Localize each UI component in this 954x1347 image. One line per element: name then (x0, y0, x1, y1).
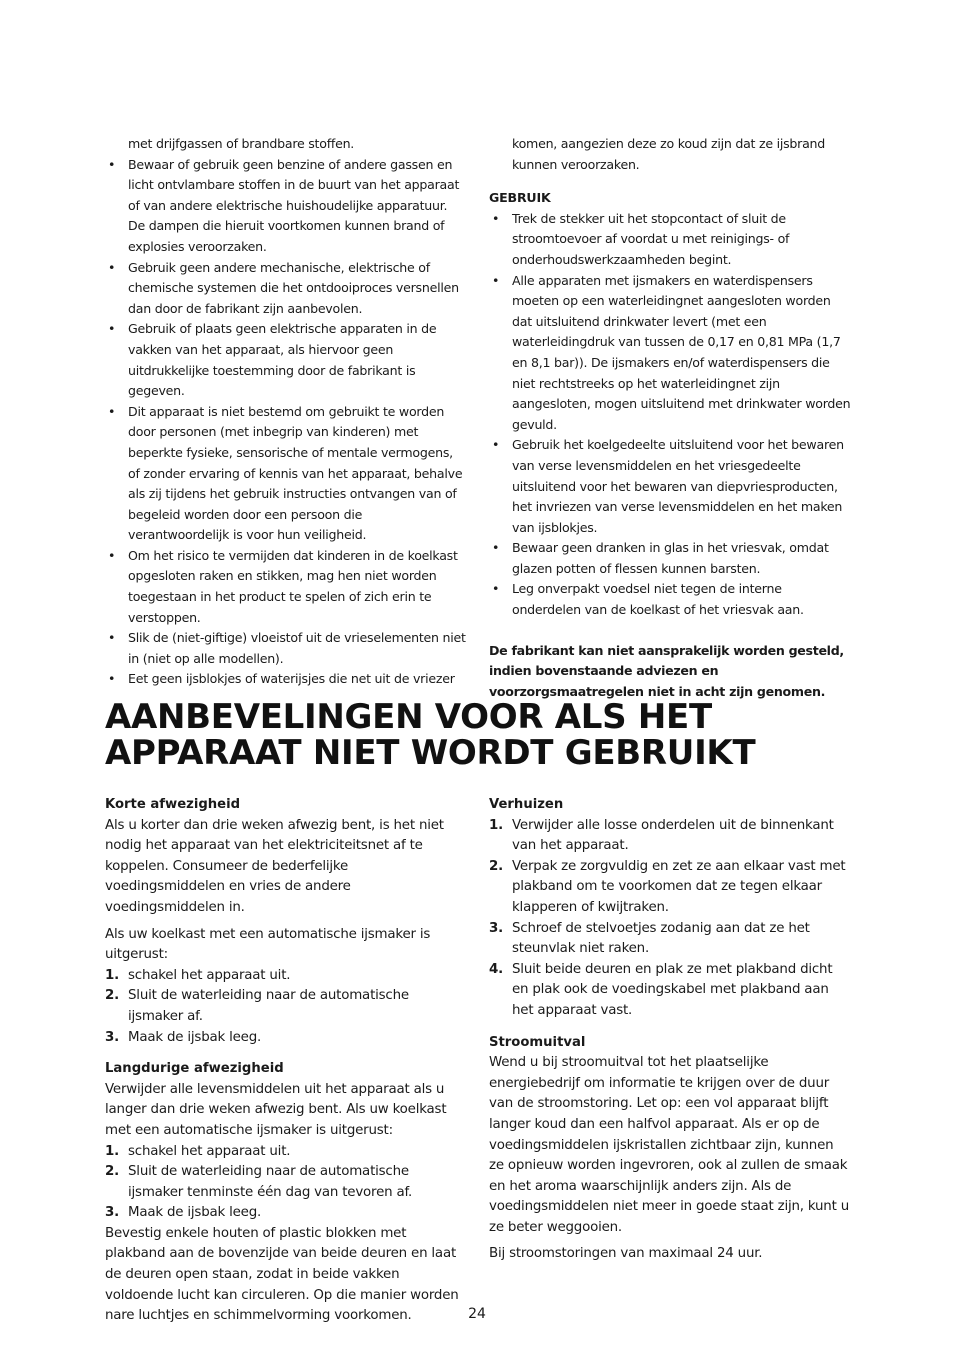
list-item (105, 1028, 467, 1049)
step-number: 2. (105, 988, 120, 1004)
safety-column-left (105, 134, 467, 690)
list-item: • Gebruik het koelgedeelte uitsluitend voor het bewaren van verse levensmiddelen en het vriesgedeelte uitsluitend voor het bewaren van diepvriesproducten, het invriezen van verse levensmiddelen en het maken van ijsblokjes. (489, 435, 851, 538)
section-heading-gebruik: GEBRUIK (489, 190, 551, 206)
list-item: • Slik de (niet-giftige) vloeistof uit de vrieselementen niet in (niet op alle modellen). (105, 628, 467, 669)
heading-short-absence: Korte afwezigheid (105, 797, 241, 812)
step-text: Maak de ijsbak leeg. (128, 1029, 262, 1045)
step-text: Sluit beide deuren en plak ze met plakband dicht en plak ook de voedingskabel met plakband aan het apparaat vast. (512, 961, 833, 1018)
list-item (105, 1203, 467, 1224)
page-number: 24 (468, 1306, 486, 1322)
step-text: Sluit de waterleiding naar de automatische ijsmaker af. (128, 988, 409, 1024)
paragraph: Bevestig enkele houten of plastic blokken met plakband aan de bovenzijde van beide deuren en laat de deuren open staan, zodat in beide vakken voldoende lucht kan circuleren. Op die manier worden nare luchtjes en schimmelvorming voorkomen. (105, 1225, 459, 1324)
list-item: • Gebruik geen andere mechanische, elektrische of chemische systemen die het ontdooiproces versnellen dan door de fabrikant zijn aanbevolen. (105, 258, 467, 320)
step-text: Sluit de waterleiding naar de automatische ijsmaker tenminste één dag van tevoren af. (128, 1164, 413, 1200)
list-item (105, 986, 467, 1027)
paragraph: Als u korter dan drie weken afwezig bent, is het niet nodig het apparaat van het elektriciteitsnet af te koppelen. Consumeer de bederfelijke voedingsmiddelen en vries de andere voedingsmiddelen in. (105, 817, 444, 915)
list-item (489, 857, 851, 919)
list-item: • Bewaar geen dranken in glas in het vriesvak, omdat glazen potten of flessen kunnen barsten. (489, 538, 851, 579)
heading-moving: Verhuizen (489, 797, 564, 812)
numbered-list (105, 1142, 467, 1224)
usage-bullet-list (489, 209, 851, 621)
step-number: 1. (489, 817, 504, 833)
step-number: 1. (105, 1143, 120, 1159)
heading-long-absence: Langdurige afwezigheid (105, 1061, 284, 1077)
recommendations-column-right (489, 795, 851, 1265)
step-text: Verwijder alle losse onderdelen uit de binnenkant van het apparaat. (512, 817, 834, 854)
step-number: 1. (105, 967, 120, 983)
list-item: • Alle apparaten met ijsmakers en waterdispensers moeten op een waterleidingnet aangesloten worden dat uitsluitend drinkwater levert (met een waterleidingdruk van tussen de 0,17 en 0,81 MPa (1,7 en 8,1 bar)). De ijsmakers en/of waterdispensers die niet rechtstreeks op het waterleidingnet zijn aangesloten, mogen uitsluitend met drinkwater worden gevuld. (489, 271, 851, 436)
list-item (489, 816, 851, 857)
list-item: • Gebruik of plaats geen elektrische apparaten in de vakken van het apparaat, als hiervoor geen uitdrukkelijke toestemming door de fabrikant is gegeven. (105, 319, 467, 401)
step-number: 3. (489, 920, 504, 936)
continued-text: met drijfgassen of brandbare stoffen. (128, 136, 355, 151)
safety-column-right (489, 134, 851, 702)
step-number: 2. (489, 858, 504, 874)
list-item: • Dit apparaat is niet bestemd om gebruikt te worden door personen (met inbegrip van kinderen) met beperkte fysieke, sensorische of mentale vermogens, of zonder ervaring of kennis van het apparaat, behalve als zij tijdens het gebruik instructies ontvangen van of begeleid worden door een persoon die verantwoordelijk is voor hun veiligheid. (105, 402, 467, 546)
heading-power-failure: Stroomuitval (489, 1034, 586, 1050)
section-title-line: APPARAAT NIET WORDT GEBRUIKT (105, 733, 756, 773)
paragraph: Als uw koelkast met een automatische ijsmaker is uitgerust: (105, 926, 431, 963)
list-item (105, 1162, 467, 1203)
liability-notice: De fabrikant kan niet aansprakelijk worden gesteld, indien bovenstaande adviezen en voorzorgsmaatregelen niet in acht zijn genomen. (489, 642, 844, 699)
paragraph: Bij stroomstoringen van maximaal 24 uur. (489, 1246, 763, 1262)
section-title (105, 699, 865, 771)
section-title-line: AANBEVELINGEN VOOR ALS HET (105, 697, 712, 737)
list-item: • Bewaar of gebruik geen benzine of andere gassen en licht ontvlambare stoffen in de buurt van het apparaat of van andere elektrische huishoudelijke apparatuur. De dampen die hieruit voortkomen kunnen brand of explosies veroorzaken. (105, 155, 467, 258)
step-text: Verpak ze zorgvuldig en zet ze aan elkaar vast met plakband om te voorkomen dat ze tegen elkaar klapperen of kwijtraken. (512, 858, 846, 915)
step-number: 3. (105, 1205, 120, 1221)
numbered-list (105, 966, 467, 1048)
step-number: 3. (105, 1029, 120, 1045)
recommendations-column-left (105, 795, 467, 1327)
list-item: • Om het risico te vermijden dat kinderen in de koelkast opgesloten raken en stikken, mag hen niet worden toegestaan in het product te spelen of zich erin te verstoppen. (105, 546, 467, 628)
step-number: 2. (105, 1164, 120, 1180)
continued-text: komen, aangezien deze zo koud zijn dat ze ijsbrand kunnen veroorzaken. (512, 136, 826, 172)
list-item: • Leg onverpakt voedsel niet tegen de interne onderdelen van de koelkast of het vriesvak aan. (489, 579, 851, 620)
paragraph: Wend u bij stroomuitval tot het plaatselijke energiebedrijf om informatie te krijgen over de duur van de stroomstoring. Let op: een vol apparaat blijft langer koud dan een halfvol apparaat. Als er op de voedingsmiddelen ijskristallen zichtbaar zijn, kunnen ze opnieuw worden ingevroren, ook al zullen de smaak en het aroma waarschijnlijk anders zijn. Als de voedingsmiddelen niet meer in goede staat zijn, kunt u ze beter weggooien. (489, 1055, 849, 1235)
step-number: 4. (489, 961, 504, 977)
list-item: • Eet geen ijsblokjes of waterijsjes die net uit de vriezer (105, 669, 467, 690)
step-text: Schroef de stelvoetjes zodanig aan dat ze het steunvlak niet raken. (512, 920, 810, 957)
list-item (105, 1142, 467, 1163)
list-item (489, 919, 851, 960)
paragraph: Verwijder alle levensmiddelen uit het apparaat als u langer dan drie weken afwezig bent. Als uw koelkast met een automatische ijsmaker is uitgerust: (105, 1081, 447, 1138)
numbered-list (489, 816, 851, 1022)
list-item (105, 966, 467, 987)
step-text: schakel het apparaat uit. (128, 967, 291, 983)
list-item (489, 960, 851, 1022)
list-item: • Trek de stekker uit het stopcontact of sluit de stroomtoevoer af voordat u met reinigings- of onderhoudswerkzaamheden begint. (489, 209, 851, 271)
safety-bullet-list (105, 155, 467, 690)
step-text: Maak de ijsbak leeg. (128, 1205, 262, 1221)
step-text: schakel het apparaat uit. (128, 1143, 291, 1159)
